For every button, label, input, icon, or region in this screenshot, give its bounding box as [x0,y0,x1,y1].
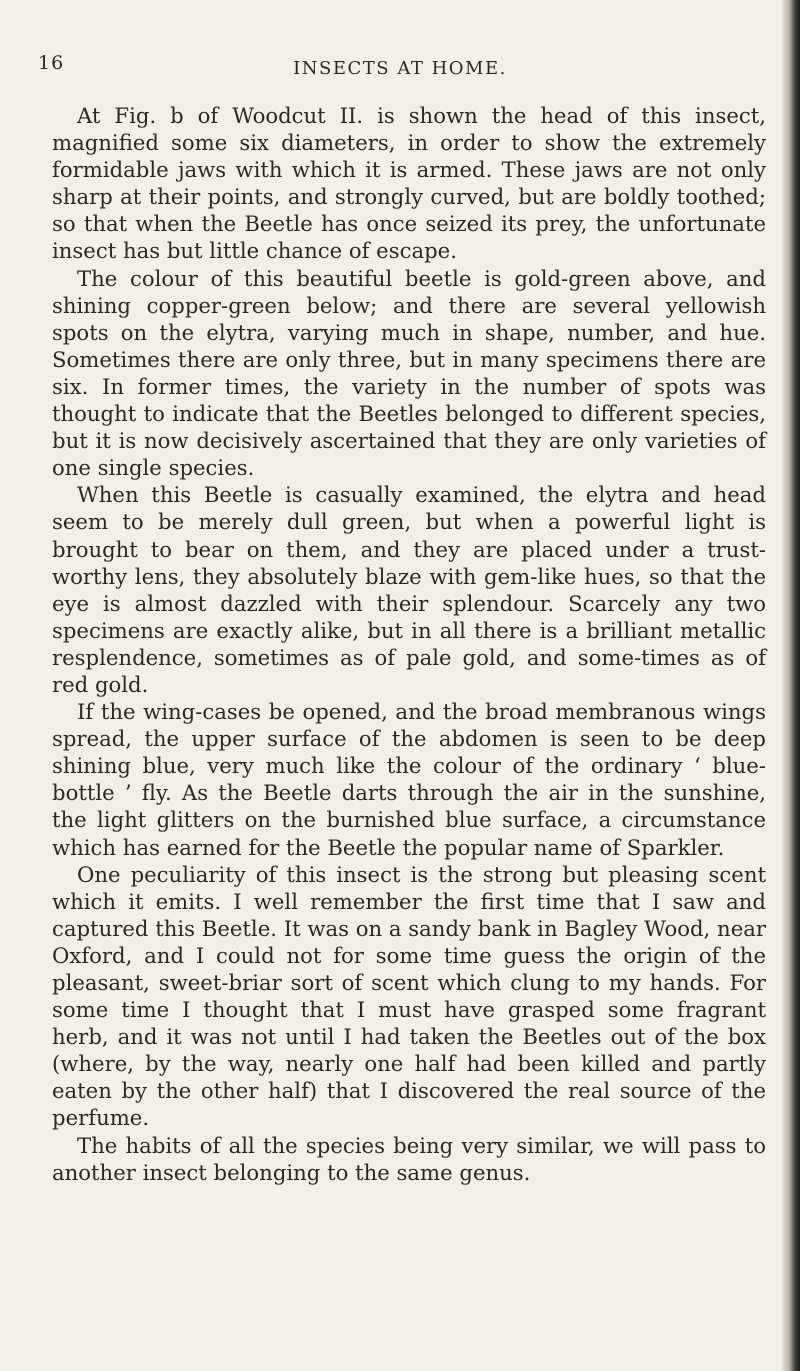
paragraph: The colour of this beautiful beetle is gold-green above, and shining copper-green below; and there are several yellowish spots on the elytra, varying much in shape, number, and hue. Sometimes there are only three, but in many specimens there are six. In former times, the variety in the number of spots was thought to indicate that the Beetles belonged to different species, but it is now decisively ascertained that they are only varieties of one single species. [52,265,766,481]
page-number: 16 [38,52,65,74]
body-text [52,102,766,1186]
paragraph: If the wing-cases be opened, and the broad membranous wings spread, the upper surface of the abdomen is seen to be deep shining blue, very much like the colour of the ordinary ‘ blue-bottle ’ fly. As the Beetle darts through the air in the sunshine, the light glitters on the burnished blue surface, a circumstance which has earned for the Beetle the popular name of Sparkler. [52,699,766,860]
paragraph: When this Beetle is casually examined, the elytra and head seem to be merely dull green, but when a powerful light is brought to bear on them, and they are placed under a trust-worthy lens, they absolutely blaze with gem-like hues, so that the eye is almost dazzled with their splendour. Scarcely any two specimens are exactly alike, but in all there is a brilliant metallic resplendence, sometimes as of pale gold, and some-times as of red gold. [52,482,766,697]
paragraph: At Fig. b of Woodcut II. is shown the head of this insect, magnified some six diameters, in order to show the extremely formidable jaws with which it is armed. These jaws are not only sharp at their points, and strongly curved, but are boldly toothed; so that when the Beetle has once seized its prey, the unfortunate insect has but little chance of escape. [52,103,766,264]
running-head: INSECTS AT HOME. [293,58,507,79]
page-edge-shadow [782,0,800,1371]
paragraph: The habits of all the species being very similar, we will pass to another insect belonging to the same genus. [52,1132,766,1185]
paragraph: One peculiarity of this insect is the strong but pleasing scent which it emits. I well remember the first time that I saw and captured this Beetle. It was on a sandy bank in Bagley Wood, near Oxford, and I could not for some time guess the origin of the pleasant, sweet-briar sort of scent which clung to my hands. For some time I thought that I must have grasped some fragrant herb, and it was not until I had taken the Beetles out of the box (where, by the way, nearly one half had been killed and partly eaten by the other half) that I discovered the real source of the perfume. [52,861,766,1131]
